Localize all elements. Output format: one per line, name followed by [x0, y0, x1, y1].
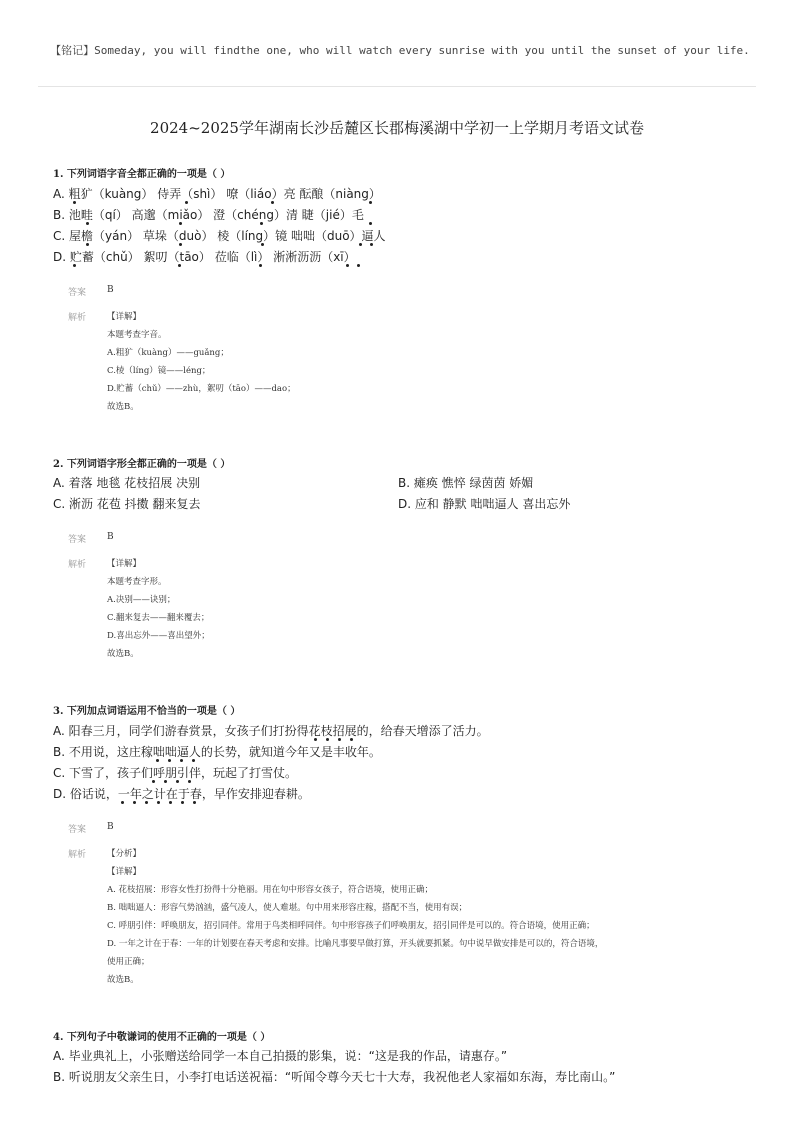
- emphasis-dot: [188, 780, 191, 783]
- question-4-option-a: A. 毕业典礼上，小张赠送给同学一本自己拍摄的影集，说：“这是我的作品，请惠存。”: [53, 1049, 508, 1063]
- question-1-explanation-line: 【详解】: [107, 312, 142, 322]
- analysis-label: 解析: [68, 560, 87, 570]
- question-2-explanation-line: C.翻来复去——翻来覆去；: [107, 613, 210, 623]
- emphasis-dot: [357, 264, 360, 267]
- question-1-answer: B: [107, 285, 114, 295]
- emphasis-dot: [164, 780, 167, 783]
- emphasis-dot: [181, 801, 184, 804]
- motto-banner: 【铭记】Someday, you will findthe one, who will watch every sunrise with you until the sunset of your life.: [50, 44, 750, 57]
- emphasis-dot: [350, 738, 353, 741]
- emphasis-dot: [326, 738, 329, 741]
- question-4-stem: 4. 下列句子中敬谦词的使用不正确的一项是（ ）: [53, 1032, 271, 1043]
- question-2-option-c: C. 淅沥 花苞 抖擞 翻来复去: [53, 497, 201, 511]
- emphasis-dot: [145, 801, 148, 804]
- question-1-option-b: B. 池畦（qí） 高邈（miǎo） 澄（chéng）清 睫（jié）毛: [53, 208, 364, 222]
- question-3-explanation-line: A. 花枝招展：形容女性打扮得十分艳丽。用在句中形容女孩子，符合语境，使用正确；: [107, 885, 434, 895]
- emphasis-dot: [185, 201, 188, 204]
- question-2-explanation-line: D.喜出忘外——喜出望外；: [107, 631, 210, 641]
- question-1-explanation-line: D.贮蓄（chǔ）——zhù，絮叨（tāo）——dao；: [107, 384, 296, 394]
- emphasis-dot: [86, 222, 89, 225]
- emphasis-dot: [369, 222, 372, 225]
- question-2-explanation-line: A.决别——诀别；: [107, 595, 176, 605]
- question-1-explanation-line: C.棱（líng）镜——léng；: [107, 366, 211, 376]
- emphasis-dot: [359, 243, 362, 246]
- emphasis-dot: [156, 759, 159, 762]
- question-2-option-a: A. 着落 地毯 花枝招展 决别: [53, 476, 201, 490]
- question-2-option-d: D. 应和 静默 咄咄逼人 喜出忘外: [398, 497, 571, 511]
- emphasis-dot: [179, 222, 182, 225]
- question-3-explanation-line: D. 一年之计在于春：一年的计划要在春天考虑和安排。比喻凡事要早做打算，开头就要抓紧。句中说早做安排是可以的，符合语境，: [107, 939, 604, 949]
- page-title: 2024~2025学年湖南长沙岳麓区长郡梅溪湖中学初一上学期月考语文试卷: [150, 119, 644, 137]
- emphasis-dot: [73, 201, 76, 204]
- emphasis-dot: [169, 801, 172, 804]
- question-3-explanation-line: 使用正确；: [107, 957, 150, 967]
- emphasis-dot: [260, 222, 263, 225]
- emphasis-dot: [338, 738, 341, 741]
- emphasis-dot: [157, 801, 160, 804]
- header-divider: [38, 86, 756, 87]
- question-2-explanation-line: 故选B。: [107, 649, 139, 659]
- question-3-explanation-line: 【分析】: [107, 849, 142, 859]
- question-3-answer: B: [107, 822, 114, 832]
- emphasis-dot: [271, 201, 274, 204]
- question-2-answer: B: [107, 532, 114, 542]
- emphasis-dot: [133, 801, 136, 804]
- emphasis-dot: [259, 264, 262, 267]
- emphasis-dot: [180, 759, 183, 762]
- emphasis-dot: [179, 243, 182, 246]
- question-1-explanation-line: 故选B。: [107, 402, 139, 412]
- emphasis-dot: [370, 243, 373, 246]
- question-3-option-c: C. 下雪了，孩子们呼朋引伴，玩起了打雪仗。: [53, 766, 298, 780]
- emphasis-dot: [73, 264, 76, 267]
- emphasis-dot: [152, 780, 155, 783]
- question-1-option-a: A. 粗犷（kuàng） 侍弄（shì） 嘹（liáo）亮 酝酿（niàng）: [53, 187, 381, 201]
- emphasis-dot: [176, 780, 179, 783]
- question-2-explanation-line: 【详解】: [107, 559, 142, 569]
- emphasis-dot: [121, 801, 124, 804]
- analysis-label: 解析: [68, 850, 87, 860]
- emphasis-dot: [261, 243, 264, 246]
- question-2-stem: 2. 下列词语字形全都正确的一项是（ ）: [53, 459, 231, 470]
- question-3-explanation-line: B. 咄咄逼人：形容气势汹汹，盛气凌人，使人难堪。句中用来形容庄稼，搭配不当，使用有误；: [107, 903, 468, 913]
- question-3-explanation-line: 【详解】: [107, 867, 142, 877]
- answer-label: 答案: [68, 288, 87, 298]
- question-3-option-a: A. 阳春三月，同学们游春赏景，女孩子们打扮得花枝招展的，给春天增添了活力。: [53, 724, 489, 738]
- emphasis-dot: [168, 759, 171, 762]
- emphasis-dot: [86, 243, 89, 246]
- question-1-option-c: C. 屋檐（yán） 草垛（duò） 棱（líng）镜 咄咄（duō）逼人: [53, 229, 386, 243]
- question-3-explanation-line: 故选B。: [107, 975, 139, 985]
- question-3-explanation-line: C. 呼朋引伴：呼唤朋友，招引同伴。常用于鸟类相呼同伴。句中形容孩子们呼唤朋友，招引同伴是可以的。符合语境，使用正确；: [107, 921, 595, 931]
- question-3-option-d: D. 俗话说，一年之计在于春，早作安排迎春耕。: [53, 787, 310, 801]
- analysis-label: 解析: [68, 313, 87, 323]
- emphasis-dot: [192, 759, 195, 762]
- emphasis-dot: [314, 738, 317, 741]
- question-1-stem: 1. 下列词语字音全都正确的一项是（ ）: [53, 169, 231, 180]
- question-4-option-b: B. 听说朋友父亲生日，小李打电话送祝福：“听闻令尊今天七十大寿，我祝他老人家福如东海，寿比南山。”: [53, 1070, 616, 1084]
- emphasis-dot: [369, 201, 372, 204]
- answer-label: 答案: [68, 825, 87, 835]
- question-3-option-b: B. 不用说，这庄稼咄咄逼人的长势，就知道今年又是丰收年。: [53, 745, 381, 759]
- question-2-explanation-line: 本题考查字形。: [107, 577, 167, 587]
- question-3-stem: 3. 下列加点词语运用不恰当的一项是（ ）: [53, 706, 241, 717]
- emphasis-dot: [193, 801, 196, 804]
- answer-label: 答案: [68, 535, 87, 545]
- emphasis-dot: [178, 264, 181, 267]
- question-1-explanation-line: 本题考查字音。: [107, 330, 167, 340]
- emphasis-dot: [346, 264, 349, 267]
- question-1-option-d: D. 贮蓄（chǔ） 絮叨（tāo） 莅临（lì） 淅淅沥沥（xī）: [53, 250, 356, 264]
- question-1-explanation-line: A.粗犷（kuàng）——guǎng；: [107, 348, 229, 358]
- question-2-option-b: B. 瘫痪 憔悴 绿茵茵 娇媚: [398, 476, 534, 490]
